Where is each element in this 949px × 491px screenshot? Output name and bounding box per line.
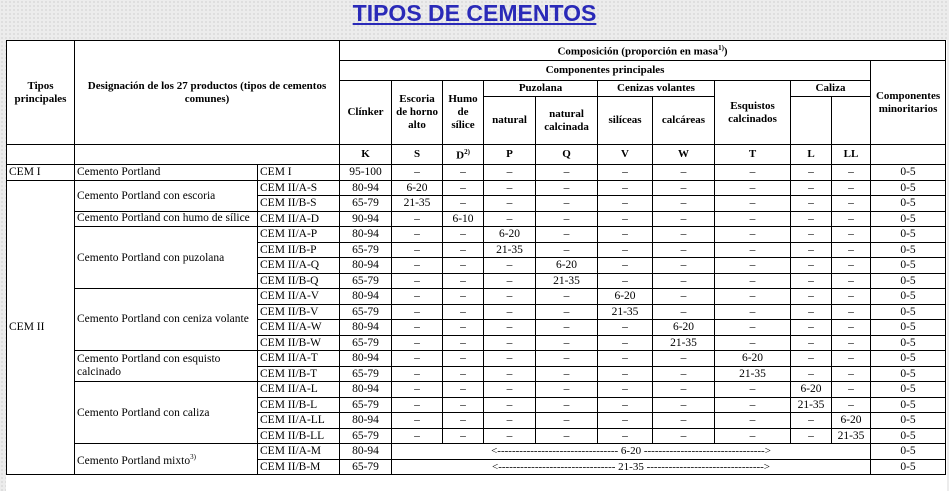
value-cell: – xyxy=(392,382,443,398)
value-cell: – xyxy=(791,273,832,289)
value-cell: – xyxy=(715,413,791,429)
value-cell: 21-35 xyxy=(653,335,715,351)
header-blank-b xyxy=(75,145,340,165)
value-cell: – xyxy=(443,397,484,413)
code-cell: CEM II/A-W xyxy=(258,320,340,336)
value-cell: – xyxy=(392,413,443,429)
value-cell: – xyxy=(443,366,484,382)
mixed-range-cell: <-------------------------------- 21-35 --------------------------------> xyxy=(392,459,871,475)
value-cell: 6-20 xyxy=(484,227,536,243)
code-cell: CEM II/B-V xyxy=(258,304,340,320)
value-cell: – xyxy=(392,258,443,274)
value-cell: – xyxy=(832,180,871,196)
table-row xyxy=(7,227,946,243)
value-cell: 0-5 xyxy=(871,165,946,181)
value-cell: – xyxy=(443,227,484,243)
value-cell: – xyxy=(598,366,653,382)
value-cell: 65-79 xyxy=(340,196,392,212)
value-cell: – xyxy=(653,428,715,444)
value-cell: 6-20 xyxy=(536,258,598,274)
code-cell: CEM II/B-T xyxy=(258,366,340,382)
tipo-cell: CEM I xyxy=(7,165,75,181)
value-cell: – xyxy=(653,397,715,413)
code-cell: CEM II/A-V xyxy=(258,289,340,305)
header-esquistos: Esquistos calcinados xyxy=(715,81,791,145)
value-cell: 21-35 xyxy=(791,397,832,413)
page-title: TIPOS DE CEMENTOS xyxy=(352,0,597,26)
value-cell: – xyxy=(598,180,653,196)
value-cell: – xyxy=(832,320,871,336)
mixed-range-cell: <--------------------------------- 6-20 ---------------------------------> xyxy=(392,444,871,460)
letter-v: V xyxy=(598,145,653,165)
value-cell: – xyxy=(791,289,832,305)
value-cell: – xyxy=(443,413,484,429)
value-cell: – xyxy=(484,382,536,398)
code-cell: CEM II/B-L xyxy=(258,397,340,413)
value-cell: 80-94 xyxy=(340,444,392,460)
value-cell: 6-20 xyxy=(715,351,791,367)
value-cell: 65-79 xyxy=(340,273,392,289)
value-cell: 0-5 xyxy=(871,413,946,429)
value-cell: 95-100 xyxy=(340,165,392,181)
code-cell: CEM II/A-LL xyxy=(258,413,340,429)
value-cell: 0-5 xyxy=(871,304,946,320)
value-cell: – xyxy=(392,227,443,243)
value-cell: 65-79 xyxy=(340,397,392,413)
value-cell: – xyxy=(715,211,791,227)
value-cell: 0-5 xyxy=(871,211,946,227)
code-cell: CEM II/B-S xyxy=(258,196,340,212)
value-cell: – xyxy=(791,335,832,351)
header-puz-natural: natural xyxy=(484,97,536,145)
value-cell: – xyxy=(536,165,598,181)
value-cell: – xyxy=(598,227,653,243)
value-cell: 6-20 xyxy=(653,320,715,336)
header-cen-calcareas: calcáreas xyxy=(653,97,715,145)
header-escoria: Escoria de horno alto xyxy=(392,81,443,145)
value-cell: – xyxy=(598,382,653,398)
value-cell: – xyxy=(484,165,536,181)
value-cell: – xyxy=(536,428,598,444)
designation-cell: Cemento Portland con humo de sílice xyxy=(75,211,258,227)
value-cell: – xyxy=(598,242,653,258)
code-cell: CEM II/A-Q xyxy=(258,258,340,274)
letter-d: $D^{2)}$ xyxy=(443,145,484,165)
value-cell: – xyxy=(832,273,871,289)
value-cell: 0-5 xyxy=(871,289,946,305)
letter-s: S xyxy=(392,145,443,165)
code-cell: CEM I xyxy=(258,165,340,181)
value-cell: – xyxy=(653,382,715,398)
table-row xyxy=(7,289,946,305)
value-cell: – xyxy=(832,242,871,258)
value-cell: – xyxy=(392,428,443,444)
value-cell: – xyxy=(832,351,871,367)
value-cell: – xyxy=(832,366,871,382)
value-cell: 80-94 xyxy=(340,351,392,367)
code-cell: CEM II/A-D xyxy=(258,211,340,227)
value-cell: – xyxy=(443,196,484,212)
value-cell: 6-20 xyxy=(832,413,871,429)
value-cell: – xyxy=(653,304,715,320)
header-clinker: Clínker xyxy=(340,81,392,145)
value-cell: – xyxy=(392,165,443,181)
designation-cell: Cemento Portland con caliza xyxy=(75,382,258,444)
value-cell: – xyxy=(392,289,443,305)
code-cell: CEM II/A-L xyxy=(258,382,340,398)
value-cell: 0-5 xyxy=(871,382,946,398)
value-cell: – xyxy=(536,180,598,196)
table-row xyxy=(7,351,946,367)
value-cell: 0-5 xyxy=(871,258,946,274)
value-cell: 6-20 xyxy=(791,382,832,398)
letter-p: P xyxy=(484,145,536,165)
cement-rows xyxy=(7,165,946,475)
designation-cell: Cemento Portland mixto$^{3)}$ xyxy=(75,444,258,475)
value-cell: 80-94 xyxy=(340,382,392,398)
header-puzolana: Puzolana xyxy=(484,81,598,97)
table-row xyxy=(7,382,946,398)
value-cell: – xyxy=(791,242,832,258)
value-cell: – xyxy=(536,413,598,429)
letter-q: Q xyxy=(536,145,598,165)
value-cell: – xyxy=(653,258,715,274)
value-cell: – xyxy=(536,366,598,382)
value-cell: – xyxy=(536,289,598,305)
value-cell: 0-5 xyxy=(871,242,946,258)
value-cell: 21-35 xyxy=(536,273,598,289)
value-cell: 0-5 xyxy=(871,196,946,212)
value-cell: – xyxy=(484,273,536,289)
value-cell: 21-35 xyxy=(715,366,791,382)
value-cell: – xyxy=(653,366,715,382)
code-cell: CEM II/B-P xyxy=(258,242,340,258)
value-cell: – xyxy=(598,428,653,444)
value-cell: – xyxy=(791,320,832,336)
value-cell: 0-5 xyxy=(871,366,946,382)
code-cell: CEM II/B-M xyxy=(258,459,340,475)
value-cell: – xyxy=(715,320,791,336)
value-cell: – xyxy=(715,258,791,274)
value-cell: – xyxy=(443,335,484,351)
value-cell: – xyxy=(791,351,832,367)
header-designacion: Designación de los 27 productos (tipos de cementos comunes) xyxy=(75,41,340,145)
value-cell: – xyxy=(715,289,791,305)
value-cell: – xyxy=(536,335,598,351)
table-row xyxy=(7,165,946,181)
value-cell: 0-5 xyxy=(871,444,946,460)
table-row xyxy=(7,180,946,196)
value-cell: – xyxy=(791,304,832,320)
value-cell: – xyxy=(791,227,832,243)
value-cell: – xyxy=(791,258,832,274)
value-cell: – xyxy=(392,320,443,336)
value-cell: – xyxy=(715,242,791,258)
value-cell: – xyxy=(443,258,484,274)
value-cell: – xyxy=(598,320,653,336)
designation-cell: Cemento Portland xyxy=(75,165,258,181)
value-cell: – xyxy=(715,335,791,351)
value-cell: – xyxy=(484,180,536,196)
value-cell: – xyxy=(791,366,832,382)
value-cell: – xyxy=(392,211,443,227)
value-cell: – xyxy=(832,397,871,413)
value-cell: – xyxy=(832,211,871,227)
value-cell: 0-5 xyxy=(871,351,946,367)
value-cell: 21-35 xyxy=(484,242,536,258)
value-cell: – xyxy=(484,196,536,212)
value-cell: – xyxy=(598,258,653,274)
header-tipos-principales: Tipos principales xyxy=(7,41,75,145)
value-cell: – xyxy=(791,413,832,429)
value-cell: – xyxy=(484,304,536,320)
value-cell: 90-94 xyxy=(340,211,392,227)
value-cell: – xyxy=(392,351,443,367)
value-cell: – xyxy=(484,428,536,444)
value-cell: – xyxy=(715,165,791,181)
value-cell: 0-5 xyxy=(871,180,946,196)
value-cell: – xyxy=(536,196,598,212)
value-cell: – xyxy=(598,351,653,367)
value-cell: – xyxy=(598,211,653,227)
value-cell: – xyxy=(392,273,443,289)
value-cell: 65-79 xyxy=(340,459,392,475)
code-cell: CEM II/B-LL xyxy=(258,428,340,444)
value-cell: – xyxy=(653,211,715,227)
code-cell: CEM II/A-M xyxy=(258,444,340,460)
header-cenizas: Cenizas volantes xyxy=(598,81,715,97)
value-cell: – xyxy=(484,397,536,413)
value-cell: – xyxy=(653,289,715,305)
value-cell: 0-5 xyxy=(871,335,946,351)
value-cell: 80-94 xyxy=(340,320,392,336)
value-cell: – xyxy=(791,211,832,227)
value-cell: – xyxy=(832,196,871,212)
value-cell: 80-94 xyxy=(340,227,392,243)
value-cell: – xyxy=(443,180,484,196)
value-cell: – xyxy=(598,397,653,413)
designation-cell: Cemento Portland con esquisto calcinado xyxy=(75,351,258,382)
code-cell: CEM II/B-W xyxy=(258,335,340,351)
header-humo: Humo de sílice xyxy=(443,81,484,145)
table-row xyxy=(7,444,946,460)
value-cell: – xyxy=(484,335,536,351)
header-composicion: Composición (proporción en masa$^{1)}$) xyxy=(340,41,946,61)
letter-t: T xyxy=(715,145,791,165)
value-cell: 65-79 xyxy=(340,304,392,320)
value-cell: – xyxy=(392,397,443,413)
value-cell: 65-79 xyxy=(340,335,392,351)
value-cell: 21-35 xyxy=(832,428,871,444)
cement-types-table xyxy=(6,40,946,475)
value-cell: – xyxy=(443,320,484,336)
value-cell: – xyxy=(832,289,871,305)
value-cell: – xyxy=(653,242,715,258)
value-cell: – xyxy=(392,242,443,258)
value-cell: – xyxy=(443,273,484,289)
value-cell: 6-20 xyxy=(598,289,653,305)
header-puz-calcinada: natural calcinada xyxy=(536,97,598,145)
value-cell: – xyxy=(715,397,791,413)
value-cell: – xyxy=(715,273,791,289)
value-cell: – xyxy=(653,180,715,196)
value-cell: – xyxy=(392,304,443,320)
designation-cell: Cemento Portland con puzolana xyxy=(75,227,258,289)
value-cell: 0-5 xyxy=(871,227,946,243)
value-cell: 65-79 xyxy=(340,428,392,444)
value-cell: – xyxy=(536,304,598,320)
value-cell: – xyxy=(832,258,871,274)
value-cell: – xyxy=(791,428,832,444)
value-cell: – xyxy=(598,196,653,212)
value-cell: – xyxy=(653,227,715,243)
value-cell: – xyxy=(598,273,653,289)
header-componentes-principales: Componentes principales xyxy=(340,61,871,81)
value-cell: – xyxy=(791,196,832,212)
value-cell: – xyxy=(653,351,715,367)
code-cell: CEM II/A-S xyxy=(258,180,340,196)
designation-cell: Cemento Portland con escoria xyxy=(75,180,258,211)
value-cell: – xyxy=(715,227,791,243)
value-cell: – xyxy=(536,382,598,398)
value-cell: – xyxy=(443,304,484,320)
value-cell: 80-94 xyxy=(340,180,392,196)
letter-l: L xyxy=(791,145,832,165)
value-cell: – xyxy=(832,227,871,243)
value-cell: – xyxy=(715,196,791,212)
value-cell: 6-10 xyxy=(443,211,484,227)
letter-ll: LL xyxy=(832,145,871,165)
value-cell: – xyxy=(392,366,443,382)
value-cell: – xyxy=(536,242,598,258)
value-cell: – xyxy=(653,165,715,181)
header-blank-a xyxy=(7,145,75,165)
value-cell: 65-79 xyxy=(340,242,392,258)
value-cell: – xyxy=(715,304,791,320)
code-cell: CEM II/A-T xyxy=(258,351,340,367)
value-cell: – xyxy=(392,335,443,351)
value-cell: – xyxy=(443,351,484,367)
value-cell: – xyxy=(832,304,871,320)
value-cell: – xyxy=(653,413,715,429)
value-cell: 0-5 xyxy=(871,320,946,336)
value-cell: – xyxy=(443,165,484,181)
value-cell: – xyxy=(536,227,598,243)
value-cell: – xyxy=(791,165,832,181)
value-cell: 0-5 xyxy=(871,397,946,413)
value-cell: – xyxy=(484,258,536,274)
value-cell: – xyxy=(598,165,653,181)
value-cell: 0-5 xyxy=(871,428,946,444)
value-cell: – xyxy=(832,335,871,351)
value-cell: – xyxy=(715,428,791,444)
value-cell: – xyxy=(715,382,791,398)
letter-k: K xyxy=(340,145,392,165)
value-cell: 6-20 xyxy=(392,180,443,196)
value-cell: 21-35 xyxy=(392,196,443,212)
value-cell: – xyxy=(484,351,536,367)
value-cell: – xyxy=(443,382,484,398)
value-cell: – xyxy=(791,180,832,196)
letter-w: W xyxy=(653,145,715,165)
value-cell: – xyxy=(653,196,715,212)
value-cell: – xyxy=(536,320,598,336)
value-cell: – xyxy=(536,397,598,413)
value-cell: – xyxy=(536,351,598,367)
value-cell: 80-94 xyxy=(340,258,392,274)
header-caliza-ll-blank xyxy=(832,97,871,145)
value-cell: – xyxy=(832,382,871,398)
value-cell: – xyxy=(536,211,598,227)
header-caliza: Caliza xyxy=(791,81,871,97)
value-cell: 0-5 xyxy=(871,273,946,289)
value-cell: 80-94 xyxy=(340,289,392,305)
value-cell: 80-94 xyxy=(340,413,392,429)
value-cell: – xyxy=(484,211,536,227)
header-componentes-minoritarios: Componentes minoritarios xyxy=(871,61,946,145)
code-cell: CEM II/B-Q xyxy=(258,273,340,289)
value-cell: – xyxy=(484,366,536,382)
value-cell: – xyxy=(484,320,536,336)
header-caliza-l-blank xyxy=(791,97,832,145)
value-cell: 21-35 xyxy=(598,304,653,320)
value-cell: – xyxy=(598,335,653,351)
header-blank-c xyxy=(871,145,946,165)
value-cell: – xyxy=(484,289,536,305)
value-cell: – xyxy=(443,242,484,258)
designation-cell: Cemento Portland con ceniza volante xyxy=(75,289,258,351)
tipo-cell: CEM II xyxy=(7,180,75,475)
cement-types-sheet xyxy=(6,40,947,491)
value-cell: 0-5 xyxy=(871,459,946,475)
value-cell: 65-79 xyxy=(340,366,392,382)
value-cell: – xyxy=(832,165,871,181)
value-cell: – xyxy=(598,413,653,429)
value-cell: – xyxy=(653,273,715,289)
value-cell: – xyxy=(443,289,484,305)
value-cell: – xyxy=(443,428,484,444)
header-cen-siliceas: silíceas xyxy=(598,97,653,145)
code-cell: CEM II/A-P xyxy=(258,227,340,243)
table-row xyxy=(7,211,946,227)
value-cell: – xyxy=(715,180,791,196)
value-cell: – xyxy=(484,413,536,429)
